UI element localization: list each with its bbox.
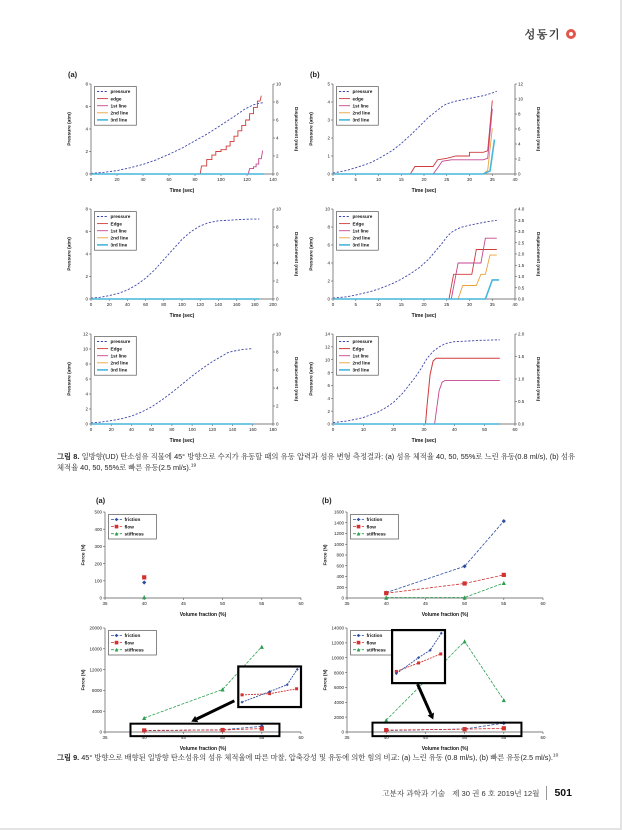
- svg-text:2: 2: [327, 135, 330, 141]
- svg-text:6: 6: [85, 229, 88, 235]
- fig9-label-b: (b): [322, 496, 332, 505]
- svg-text:16000: 16000: [89, 646, 102, 652]
- svg-text:pressure: pressure: [110, 89, 131, 95]
- svg-text:60: 60: [166, 177, 172, 183]
- svg-text:2.0: 2.0: [518, 331, 525, 337]
- svg-text:8: 8: [85, 361, 88, 367]
- svg-text:Force (N): Force (N): [81, 544, 87, 566]
- svg-text:0: 0: [327, 171, 330, 177]
- svg-text:15: 15: [398, 177, 404, 183]
- fig9-label-a: (a): [96, 496, 106, 505]
- svg-text:60: 60: [540, 735, 546, 741]
- svg-text:80: 80: [192, 177, 198, 183]
- svg-text:25: 25: [444, 302, 450, 308]
- fig8-label-b: (b): [310, 70, 320, 79]
- svg-text:4000: 4000: [91, 708, 102, 714]
- svg-text:30: 30: [466, 177, 473, 183]
- svg-text:0: 0: [99, 729, 102, 735]
- svg-text:Displacement (mm): Displacement (mm): [293, 356, 298, 402]
- svg-text:2000: 2000: [333, 714, 344, 720]
- svg-text:edge: edge: [352, 96, 364, 102]
- svg-text:80: 80: [169, 427, 175, 433]
- svg-text:0: 0: [85, 421, 88, 427]
- svg-text:20: 20: [106, 302, 112, 308]
- fig8_a2-svg: [64, 203, 298, 319]
- svg-text:Time (sec): Time (sec): [411, 188, 437, 194]
- svg-text:2: 2: [276, 403, 279, 409]
- svg-text:5: 5: [354, 302, 358, 308]
- fig8_a1-svg: [64, 78, 298, 194]
- fig9-caption-label: 그림 9.: [57, 753, 80, 762]
- footer-divider: [546, 786, 547, 800]
- svg-text:Volume fraction (%): Volume fraction (%): [179, 746, 227, 752]
- svg-text:pressure: pressure: [352, 339, 373, 345]
- svg-text:Pressure (atm): Pressure (atm): [67, 112, 73, 146]
- svg-text:2: 2: [518, 156, 521, 162]
- svg-text:55: 55: [259, 735, 265, 741]
- svg-text:8: 8: [276, 349, 279, 355]
- svg-text:120: 120: [243, 177, 251, 183]
- svg-text:20: 20: [421, 177, 427, 183]
- svg-text:pressure: pressure: [352, 89, 373, 95]
- svg-text:10: 10: [375, 177, 382, 183]
- svg-text:600: 600: [336, 563, 344, 569]
- svg-text:10: 10: [360, 427, 366, 433]
- svg-text:10: 10: [375, 302, 382, 308]
- svg-text:1: 1: [327, 153, 330, 159]
- fig8-chart-b-vf55: [306, 328, 540, 449]
- svg-text:8000: 8000: [91, 688, 102, 694]
- svg-text:200: 200: [336, 584, 344, 590]
- svg-text:friction: friction: [366, 633, 383, 639]
- svg-text:35: 35: [102, 601, 108, 607]
- svg-text:60: 60: [298, 601, 304, 607]
- svg-text:55: 55: [259, 601, 265, 607]
- svg-text:160: 160: [249, 427, 257, 433]
- svg-text:1st line: 1st line: [352, 228, 369, 234]
- svg-text:40: 40: [124, 302, 130, 308]
- svg-text:12000: 12000: [331, 640, 344, 646]
- svg-text:Edge: Edge: [352, 346, 364, 352]
- fig9-chart-a-top: [78, 506, 310, 623]
- svg-text:4: 4: [276, 135, 279, 141]
- svg-text:140: 140: [228, 427, 237, 433]
- svg-text:0: 0: [89, 177, 93, 183]
- svg-text:10: 10: [276, 81, 282, 87]
- fig9_a_bot-svg: [78, 622, 310, 752]
- svg-text:Displacement (mm): Displacement (mm): [293, 231, 298, 277]
- svg-text:1st line: 1st line: [110, 103, 127, 109]
- fig9_a_top-svg: [78, 506, 310, 618]
- svg-text:4: 4: [327, 99, 330, 105]
- svg-text:Pressure (atm): Pressure (atm): [67, 237, 73, 271]
- svg-text:1.5: 1.5: [518, 262, 525, 268]
- svg-text:0: 0: [331, 302, 335, 308]
- svg-text:Time (sec): Time (sec): [411, 313, 437, 319]
- svg-text:1200: 1200: [333, 531, 344, 537]
- svg-text:60: 60: [298, 735, 304, 741]
- svg-text:1st line: 1st line: [110, 228, 127, 234]
- svg-text:flow: flow: [366, 640, 376, 646]
- svg-text:8: 8: [276, 224, 279, 230]
- svg-text:4: 4: [276, 385, 279, 391]
- svg-text:2: 2: [85, 149, 88, 155]
- svg-text:10: 10: [518, 96, 524, 102]
- svg-text:Displacement (mm): Displacement (mm): [535, 231, 540, 277]
- svg-text:15: 15: [398, 302, 404, 308]
- svg-text:Time (sec): Time (sec): [169, 188, 195, 194]
- svg-text:flow: flow: [124, 640, 134, 646]
- svg-text:0: 0: [331, 427, 335, 433]
- svg-text:100: 100: [178, 302, 186, 308]
- svg-text:4: 4: [85, 251, 88, 257]
- svg-text:Pressure (atm): Pressure (atm): [67, 362, 73, 396]
- svg-text:800: 800: [336, 552, 344, 558]
- svg-text:35: 35: [489, 177, 495, 183]
- svg-text:flow: flow: [366, 524, 376, 530]
- svg-text:2.0: 2.0: [518, 251, 525, 257]
- svg-text:180: 180: [269, 427, 277, 433]
- svg-text:180: 180: [251, 302, 259, 308]
- svg-text:pressure: pressure: [110, 214, 131, 220]
- fig9-chart-a-bottom: [78, 622, 310, 757]
- svg-text:3rd line: 3rd line: [110, 242, 128, 248]
- svg-text:friction: friction: [124, 633, 141, 639]
- svg-text:2.5: 2.5: [518, 240, 525, 246]
- svg-text:3rd line: 3rd line: [352, 242, 370, 248]
- svg-text:500: 500: [94, 509, 102, 515]
- svg-text:35: 35: [344, 601, 350, 607]
- svg-text:2: 2: [276, 153, 279, 159]
- svg-text:5: 5: [327, 81, 330, 87]
- svg-text:Force (N): Force (N): [323, 544, 329, 566]
- svg-text:40: 40: [383, 601, 389, 607]
- svg-text:45: 45: [180, 735, 186, 741]
- svg-text:Edge: Edge: [352, 221, 364, 227]
- svg-text:50: 50: [462, 735, 468, 741]
- svg-text:25: 25: [444, 177, 450, 183]
- svg-text:100: 100: [188, 427, 196, 433]
- svg-text:12000: 12000: [89, 667, 102, 673]
- fig8-chart-a-vf50: [64, 203, 298, 324]
- svg-text:2nd line: 2nd line: [110, 360, 129, 366]
- svg-text:400: 400: [336, 574, 344, 580]
- svg-text:20000: 20000: [89, 625, 102, 631]
- svg-text:Time (sec): Time (sec): [169, 438, 195, 444]
- svg-text:50: 50: [220, 735, 226, 741]
- svg-text:flow: flow: [124, 524, 134, 530]
- svg-text:8: 8: [327, 224, 330, 230]
- svg-text:1st line: 1st line: [352, 353, 369, 359]
- svg-text:3rd line: 3rd line: [110, 367, 128, 373]
- svg-text:Force (N): Force (N): [323, 669, 329, 691]
- svg-text:60: 60: [512, 427, 518, 433]
- svg-text:6: 6: [327, 383, 330, 389]
- fig9_b_bot-svg: [320, 622, 552, 752]
- svg-text:0: 0: [99, 595, 102, 601]
- svg-text:20: 20: [421, 302, 427, 308]
- svg-text:40: 40: [512, 302, 518, 308]
- fig8-label-a: (a): [68, 70, 78, 79]
- svg-text:0.0: 0.0: [518, 296, 525, 302]
- svg-text:10: 10: [276, 206, 282, 212]
- svg-text:1st line: 1st line: [110, 353, 127, 359]
- svg-text:0: 0: [331, 177, 335, 183]
- fig8-chart-a-vf40: [64, 78, 298, 199]
- svg-text:30: 30: [421, 427, 427, 433]
- svg-text:50: 50: [220, 601, 226, 607]
- svg-text:Displacement (mm): Displacement (mm): [293, 106, 298, 152]
- svg-text:stiffness: stiffness: [124, 531, 144, 537]
- svg-text:Time (sec): Time (sec): [411, 438, 437, 444]
- svg-text:friction: friction: [124, 517, 141, 523]
- svg-text:40: 40: [128, 427, 134, 433]
- fig8_b2-svg: [306, 203, 540, 319]
- svg-text:10: 10: [324, 357, 330, 363]
- fig8-caption-label: 그림 8.: [57, 452, 80, 461]
- svg-text:0: 0: [341, 595, 344, 601]
- fig8-caption-ref: 19: [190, 463, 197, 469]
- fig9-caption-text: 45° 방향으로 배향된 일방향 탄소섬유의 섬유 체적율에 따른 마찰, 압축강성 및 유동에 의한 힘의 비교: (a) 느린 유동 (0.8 ml/s), (b) 빠른 유동(2.5 ml/s).: [79, 753, 553, 762]
- svg-text:8000: 8000: [333, 670, 344, 676]
- svg-text:60: 60: [143, 302, 149, 308]
- svg-text:30: 30: [466, 302, 473, 308]
- svg-text:40: 40: [140, 177, 146, 183]
- svg-text:40: 40: [512, 177, 518, 183]
- svg-text:4: 4: [327, 260, 330, 266]
- svg-text:6: 6: [85, 376, 88, 382]
- svg-text:3rd line: 3rd line: [352, 367, 370, 373]
- svg-text:stiffness: stiffness: [366, 531, 386, 537]
- svg-text:10: 10: [276, 331, 282, 337]
- svg-text:2nd line: 2nd line: [110, 110, 129, 116]
- svg-text:0: 0: [89, 302, 93, 308]
- svg-text:35: 35: [102, 735, 108, 741]
- svg-text:0: 0: [341, 729, 344, 735]
- svg-text:2: 2: [276, 278, 279, 284]
- svg-text:edge: edge: [110, 96, 122, 102]
- fig8_b3-svg: [306, 328, 540, 444]
- svg-text:0.5: 0.5: [518, 399, 525, 405]
- svg-text:Edge: Edge: [110, 221, 122, 227]
- svg-text:6000: 6000: [333, 685, 344, 691]
- page-header: [525, 26, 576, 42]
- svg-text:14000: 14000: [331, 625, 344, 631]
- svg-text:Displacement (mm): Displacement (mm): [535, 106, 540, 152]
- svg-text:12: 12: [518, 81, 524, 87]
- svg-text:Time (sec): Time (sec): [169, 313, 195, 319]
- fig8-chart-b-vf40: [306, 78, 540, 199]
- svg-text:3.0: 3.0: [518, 229, 525, 235]
- fig9-chart-b-top: [320, 506, 552, 623]
- svg-text:80: 80: [161, 302, 167, 308]
- fig8_b1-svg: [306, 78, 540, 194]
- svg-text:2: 2: [85, 406, 88, 412]
- fig9-caption: [57, 752, 575, 763]
- svg-text:2nd line: 2nd line: [352, 110, 371, 116]
- svg-text:6: 6: [85, 104, 88, 110]
- svg-text:2: 2: [327, 408, 330, 414]
- svg-text:stiffness: stiffness: [124, 647, 144, 653]
- svg-text:140: 140: [269, 177, 277, 183]
- svg-text:2nd line: 2nd line: [352, 235, 371, 241]
- svg-text:Volume fraction (%): Volume fraction (%): [421, 612, 469, 618]
- svg-text:2nd line: 2nd line: [352, 360, 371, 366]
- svg-text:45: 45: [422, 735, 428, 741]
- svg-text:4.0: 4.0: [518, 206, 525, 212]
- svg-text:1.0: 1.0: [518, 376, 525, 382]
- svg-text:12: 12: [82, 331, 88, 337]
- svg-text:0: 0: [327, 421, 330, 427]
- svg-text:40: 40: [383, 735, 389, 741]
- svg-text:6: 6: [518, 126, 521, 132]
- svg-text:3.5: 3.5: [518, 217, 525, 223]
- svg-text:4000: 4000: [333, 699, 344, 705]
- page-number: 501: [554, 787, 572, 799]
- svg-text:0: 0: [327, 296, 330, 302]
- svg-text:45: 45: [422, 601, 428, 607]
- svg-text:200: 200: [94, 561, 102, 567]
- svg-text:14: 14: [324, 331, 330, 337]
- svg-text:35: 35: [489, 302, 495, 308]
- svg-text:4: 4: [85, 126, 88, 132]
- fig9_b_top-svg: [320, 506, 552, 618]
- svg-text:0: 0: [276, 421, 279, 427]
- svg-text:20: 20: [114, 177, 120, 183]
- svg-text:8: 8: [85, 81, 88, 87]
- svg-text:2nd line: 2nd line: [110, 235, 129, 241]
- svg-text:3rd line: 3rd line: [352, 117, 370, 123]
- svg-text:20: 20: [108, 427, 114, 433]
- svg-text:0.5: 0.5: [518, 285, 525, 291]
- svg-text:Volume fraction (%): Volume fraction (%): [421, 746, 469, 752]
- svg-text:100: 100: [94, 578, 102, 584]
- svg-text:0: 0: [518, 171, 521, 177]
- fig8_a3-svg: [64, 328, 298, 444]
- svg-text:0: 0: [89, 427, 93, 433]
- fig8-chart-b-vf50: [306, 203, 540, 324]
- svg-text:160: 160: [232, 302, 241, 308]
- svg-text:55: 55: [501, 601, 507, 607]
- fig8-caption: [57, 451, 575, 474]
- svg-text:2: 2: [85, 274, 88, 280]
- fig8-chart-a-vf55: [64, 328, 298, 449]
- svg-text:0: 0: [85, 171, 88, 177]
- svg-text:55: 55: [501, 735, 507, 741]
- svg-text:100: 100: [217, 177, 225, 183]
- svg-text:6: 6: [327, 242, 330, 248]
- svg-text:10000: 10000: [331, 655, 344, 661]
- svg-text:40: 40: [141, 601, 147, 607]
- svg-text:8: 8: [276, 99, 279, 105]
- svg-text:4: 4: [327, 395, 330, 401]
- svg-text:10: 10: [82, 346, 88, 352]
- svg-text:1.0: 1.0: [518, 274, 525, 280]
- svg-text:60: 60: [540, 601, 546, 607]
- svg-text:50: 50: [462, 601, 468, 607]
- page-footer: [382, 786, 572, 800]
- journal-issue: 제 30 권 6 호 2019년 12월: [452, 788, 540, 798]
- svg-text:6: 6: [276, 117, 279, 123]
- svg-text:Pressure (atm): Pressure (atm): [309, 362, 315, 396]
- svg-text:Pressure (atm): Pressure (atm): [309, 237, 315, 271]
- svg-text:4: 4: [276, 260, 279, 266]
- svg-text:6: 6: [276, 367, 279, 373]
- svg-text:Edge: Edge: [110, 346, 122, 352]
- svg-text:Volume fraction (%): Volume fraction (%): [179, 612, 227, 618]
- svg-text:0.0: 0.0: [518, 421, 525, 427]
- svg-text:8: 8: [518, 111, 521, 117]
- svg-text:3rd line: 3rd line: [110, 117, 128, 123]
- svg-text:3: 3: [327, 117, 330, 123]
- svg-text:12: 12: [324, 344, 330, 350]
- svg-text:5: 5: [354, 177, 358, 183]
- svg-text:140: 140: [214, 302, 223, 308]
- svg-text:0: 0: [85, 296, 88, 302]
- author-name: 성동기: [524, 29, 561, 41]
- svg-text:pressure: pressure: [110, 339, 131, 345]
- svg-text:50: 50: [482, 427, 488, 433]
- svg-text:4: 4: [518, 141, 521, 147]
- fig8-caption-text: 일방향(UD) 탄소섬유 직물에 45° 방향으로 수지가 유동할 때의 유동 압력과 섬유 변형 측정결과: (a) 섬유 체적율 40, 50, 55%로 느린 유동(0.8 ml/s), (b) 섬유 체적율 40, 50, 55%로 빠른 유동(2.5 ml/s).: [57, 452, 575, 473]
- svg-text:40: 40: [451, 427, 457, 433]
- svg-text:Force (N): Force (N): [81, 669, 87, 691]
- svg-text:1600: 1600: [333, 509, 344, 515]
- svg-text:40: 40: [141, 735, 147, 741]
- svg-text:Pressure (atm): Pressure (atm): [309, 112, 315, 146]
- svg-text:300: 300: [94, 544, 102, 550]
- svg-text:8: 8: [85, 206, 88, 212]
- svg-text:35: 35: [344, 735, 350, 741]
- svg-text:1st line: 1st line: [352, 103, 369, 109]
- svg-text:20: 20: [391, 427, 397, 433]
- svg-text:2: 2: [327, 278, 330, 284]
- svg-text:friction: friction: [366, 517, 383, 523]
- svg-text:0: 0: [276, 171, 279, 177]
- svg-text:8: 8: [327, 370, 330, 376]
- svg-text:pressure: pressure: [352, 214, 373, 220]
- svg-text:120: 120: [196, 302, 204, 308]
- svg-text:45: 45: [180, 601, 186, 607]
- svg-text:Displacement (mm): Displacement (mm): [535, 356, 540, 402]
- svg-text:4: 4: [85, 391, 88, 397]
- svg-text:1.5: 1.5: [518, 354, 525, 360]
- svg-text:0: 0: [276, 296, 279, 302]
- svg-text:1000: 1000: [333, 541, 344, 547]
- svg-text:120: 120: [208, 427, 217, 433]
- svg-text:1400: 1400: [333, 520, 344, 526]
- fig9-chart-b-bottom: [320, 622, 552, 757]
- author-badge-icon: [566, 29, 576, 39]
- svg-text:400: 400: [94, 526, 102, 532]
- journal-name: 고분자 과학과 기술: [382, 788, 446, 798]
- svg-text:10: 10: [324, 206, 330, 212]
- svg-text:stiffness: stiffness: [366, 647, 386, 653]
- svg-text:6: 6: [276, 242, 279, 248]
- svg-text:60: 60: [149, 427, 155, 433]
- fig9-caption-ref: 10: [552, 753, 559, 759]
- svg-text:200: 200: [269, 302, 277, 308]
